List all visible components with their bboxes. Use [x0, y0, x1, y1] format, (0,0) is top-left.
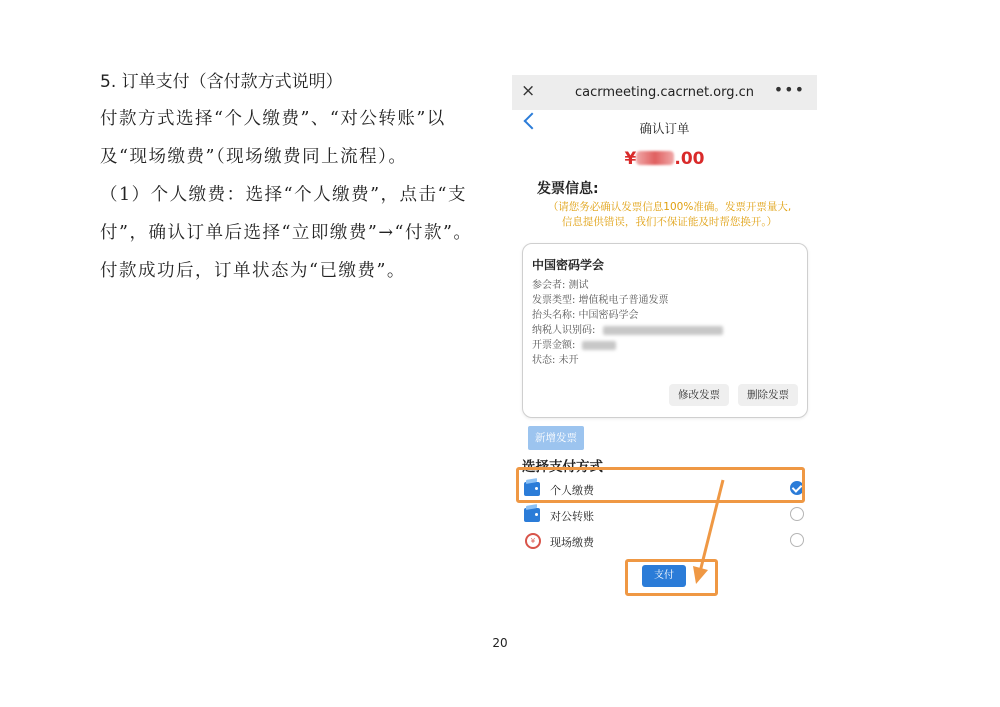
more-icon[interactable]: •••	[773, 80, 805, 99]
section-heading: 5. 订单支付（含付款方式说明）	[100, 72, 343, 92]
order-confirmation-screenshot	[512, 75, 817, 610]
browser-url: cacrmeeting.cacrnet.org.cn	[574, 85, 755, 100]
add-invoice-button[interactable]: 新增发票	[528, 426, 584, 450]
browser-bar	[512, 75, 817, 110]
redacted-tax-id	[603, 326, 723, 335]
radio-icon[interactable]	[790, 507, 804, 521]
redacted-amount	[582, 341, 616, 350]
payment-method-title: 选择支付方式	[522, 459, 603, 475]
payment-option-label: 个人缴费	[550, 484, 594, 497]
paragraph-line: 及“现场缴费”（现场缴费同上流程）。	[100, 147, 408, 167]
delete-invoice-button[interactable]: 删除发票	[738, 384, 798, 406]
invoice-tax-id	[532, 323, 723, 338]
pay-button[interactable]: 支付	[642, 565, 686, 587]
page-number: 20	[492, 636, 508, 650]
invoice-section-title: 发票信息:	[537, 181, 599, 197]
instruction-paragraph	[100, 100, 490, 290]
radio-icon[interactable]	[790, 533, 804, 547]
paragraph-line: （1）个人缴费：选择“个人缴费”，点击“支	[100, 185, 467, 205]
document-body	[100, 70, 490, 290]
invoice-type: 发票类型: 增值税电子普通发票	[532, 295, 669, 306]
tax-id-label: 纳税人识别码:	[532, 325, 596, 336]
order-amount	[512, 149, 817, 169]
wallet-icon	[524, 508, 540, 522]
payment-option-transfer[interactable]	[524, 506, 804, 526]
invoice-status: 状态: 未开	[532, 355, 579, 366]
blurred-amount	[636, 151, 674, 165]
note-line: （请您务必确认发票信息100%准确。发票开票量大,	[547, 201, 792, 213]
amount-decimals: .00	[674, 149, 705, 169]
payment-option-onsite[interactable]	[524, 532, 804, 552]
paragraph-line: 付款成功后，订单状态为“已缴费”。	[100, 261, 406, 281]
invoice-organization: 中国密码学会	[532, 258, 605, 272]
payment-option-label: 对公转账	[550, 510, 594, 523]
invoice-amount	[532, 338, 723, 353]
highlight-personal-payment	[516, 467, 805, 503]
invoice-details	[532, 278, 723, 368]
paragraph-line: 付款方式选择“个人缴费”、“对公转账”以	[100, 109, 446, 129]
paragraph-line: 付”，确认订单后选择“立即缴费”→“付款”。	[100, 223, 473, 243]
invoice-attendee: 参会者: 测试	[532, 280, 589, 291]
onsite-pay-icon: ¥	[525, 533, 541, 549]
invoice-warning-note	[532, 200, 807, 230]
amount-label: 开票金额:	[532, 340, 576, 351]
invoice-header: 抬头名称: 中国密码学会	[532, 310, 639, 321]
highlight-pay-button	[625, 559, 718, 596]
close-icon[interactable]: ×	[521, 81, 536, 101]
note-line: 信息提供错误，我们不保证能及时帮您换开。）	[561, 216, 778, 228]
page-title: 确认订单	[639, 121, 690, 136]
invoice-card	[522, 243, 808, 418]
edit-invoice-button[interactable]: 修改发票	[669, 384, 729, 406]
currency-symbol: ¥	[624, 149, 637, 169]
payment-option-label: 现场缴费	[550, 536, 594, 549]
